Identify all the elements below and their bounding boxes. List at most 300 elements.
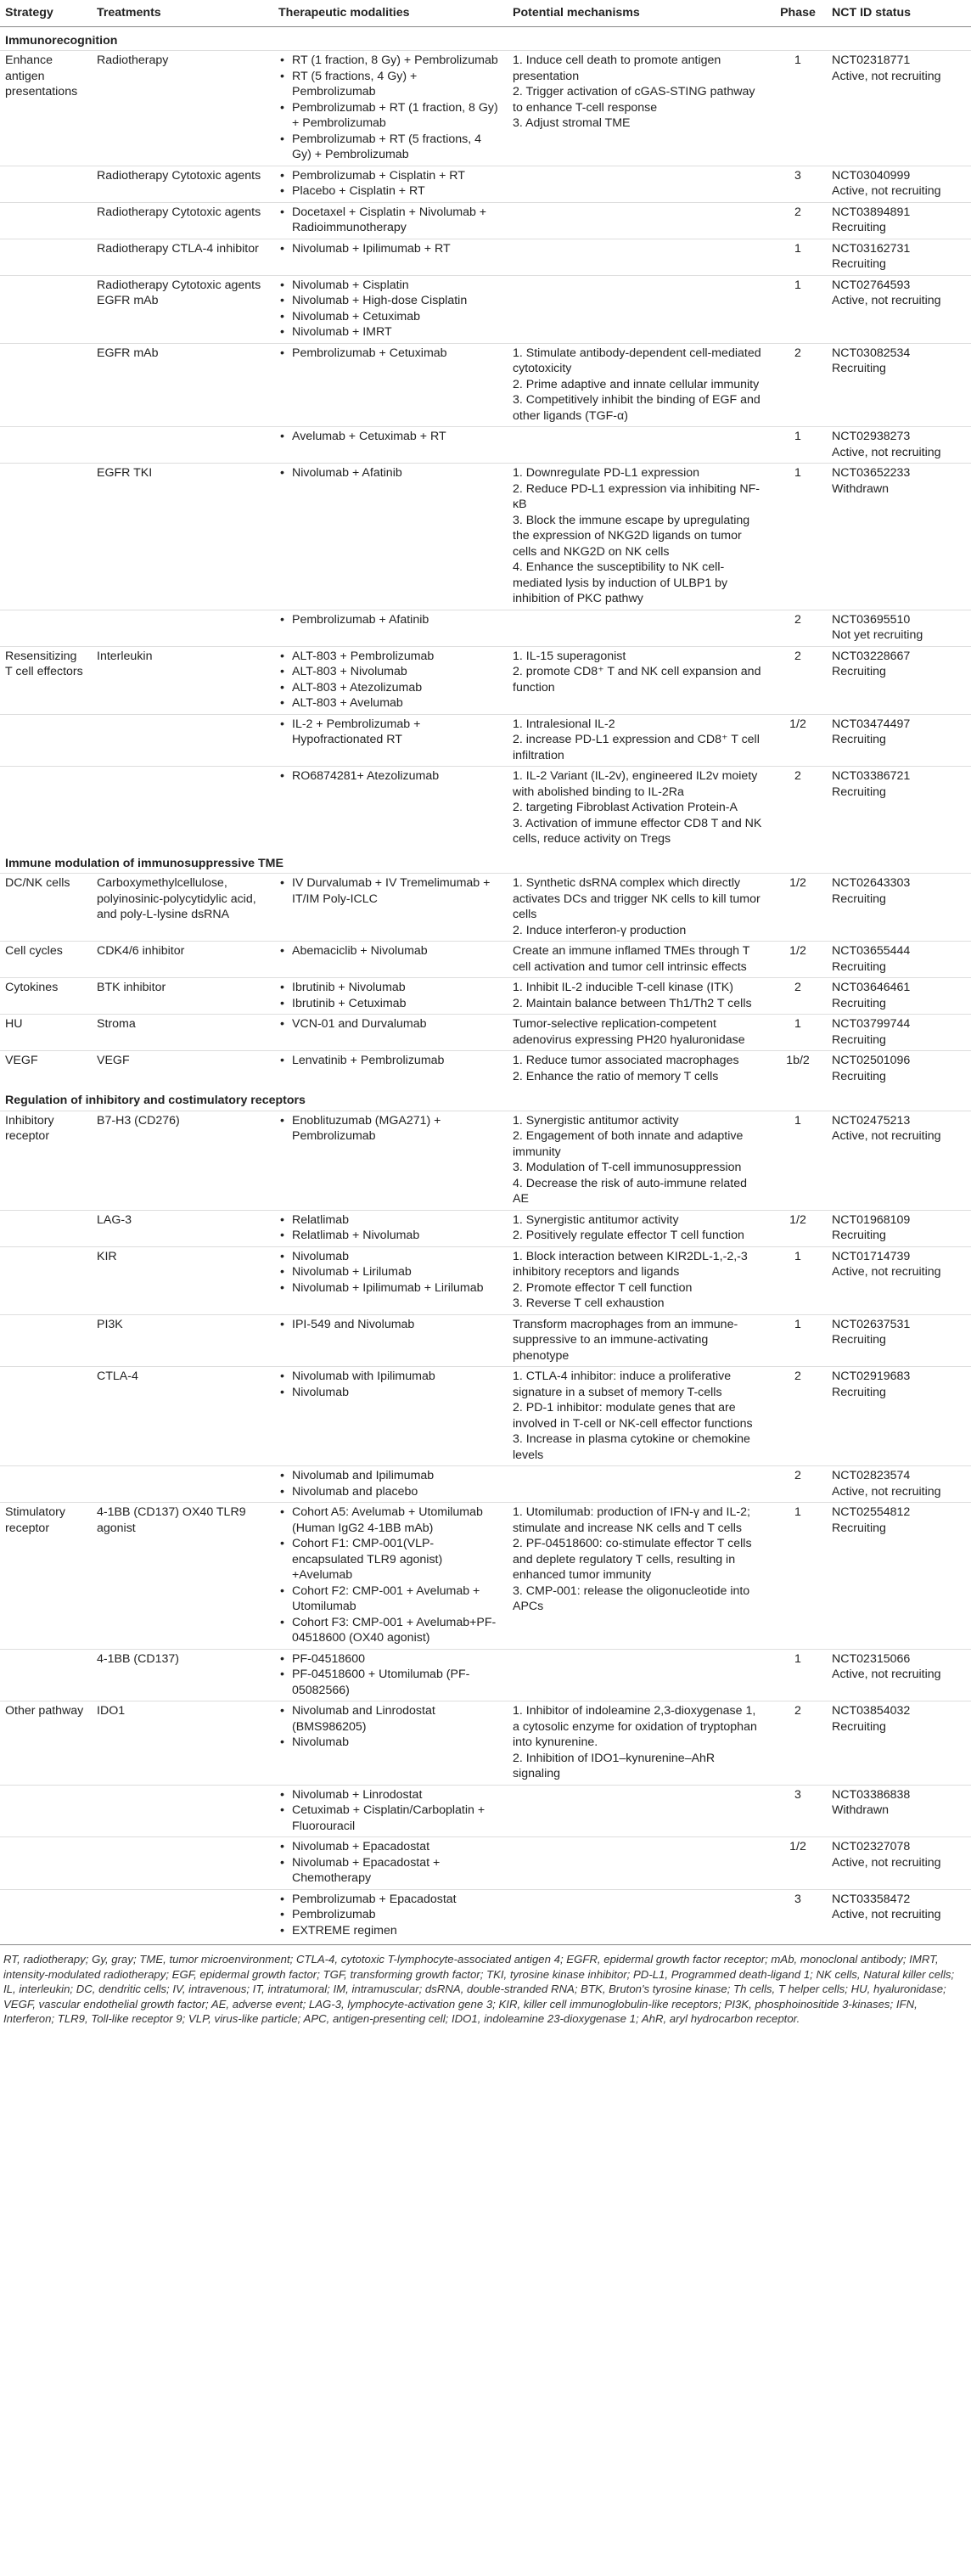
table-row [0,1785,971,1837]
strategy-cell [0,1246,92,1314]
trial-status: Recruiting [832,1333,886,1347]
modality-item: • ALT-803 + Atezolizumab [278,680,502,696]
mechanisms-cell [508,978,769,1015]
phase-cell: 3 [769,166,827,202]
modality-item: • Nivolumab + High-dose Cisplatin [278,293,502,309]
header-phase: Phase [769,2,827,26]
modality-item: • Pembrolizumab + Epacadostat [278,1892,502,1908]
strategy-cell: Other pathway [0,1701,92,1786]
trial-status: Not yet recruiting [832,628,923,642]
table-row [0,1466,971,1503]
modalities-cell [273,464,508,610]
modality-item: • ALT-803 + Pembrolizumab [278,649,502,665]
mechanism-item: 3. Activation of immune effector CD8 T and NK cells, reduce activity on Tregs [513,816,762,846]
phase-cell: 1 [769,1314,827,1367]
mechanisms-cell [508,1503,769,1650]
strategy-cell [0,1210,92,1246]
table-row [0,464,971,610]
phase-cell: 1/2 [769,942,827,978]
treatment-cell: CDK4/6 inhibitor [92,942,273,978]
phase-cell: 1 [769,1503,827,1650]
table-body [0,26,971,1941]
modality-item: • Abemaciclib + Nivolumab [278,943,502,959]
mechanism-item: 3. Competitively inhibit the binding of EGF and other ligands (TGF-α) [513,393,761,423]
treatment-cell: 4-1BB (CD137) OX40 TLR9 agonist [92,1503,273,1650]
modality-item: • Cohort F1: CMP-001(VLP-encapsulated TLR9 agonist) +Avelumab [278,1536,502,1583]
treatment-cell: Radiotherapy Cytotoxic agents [92,166,273,202]
trial-status: Active, not recruiting [832,445,941,459]
mechanism-item: 1. Synthetic dsRNA complex which directly activates DCs and trigger NK cells to kill tumor cells [513,876,761,921]
modality-item: • IPI-549 and Nivolumab [278,1317,502,1333]
modality-item: • Pembrolizumab + Cetuximab [278,346,502,362]
mechanisms-cell [508,1210,769,1246]
nct-status-cell [827,1503,971,1650]
treatment-cell [92,714,273,767]
nct-id: NCT03162731 [832,241,911,256]
modality-item: • VCN-01 and Durvalumab [278,1016,502,1032]
phase-cell: 1 [769,1111,827,1210]
modalities-cell [273,1785,508,1837]
treatment-cell: KIR [92,1246,273,1314]
mechanism-item: 1. CTLA-4 inhibitor: induce a proliferative signature in a subset of memory T-cells [513,1370,732,1399]
mechanism-item: 2. Positively regulate effector T cell function [513,1229,744,1242]
nct-status-cell [827,1246,971,1314]
treatment-cell: EGFR TKI [92,464,273,610]
mechanisms-cell [508,942,769,978]
modality-item: • Nivolumab + Lirilumab [278,1264,502,1280]
nct-status-cell [827,166,971,202]
modalities-cell [273,1367,508,1466]
trial-status: Withdrawn [832,481,890,496]
treatment-cell: Interleukin [92,646,273,714]
modality-item: • Nivolumab with Ipilimumab [278,1369,502,1385]
mechanisms-cell [508,1466,769,1503]
nct-status-cell [827,1889,971,1941]
table-row [0,767,971,850]
treatment-cell: 4-1BB (CD137) [92,1649,273,1701]
modalities-cell [273,1314,508,1367]
mechanism-item: 2. Prime adaptive and innate cellular immunity [513,377,760,391]
modality-item: • Nivolumab [278,1385,502,1401]
section-row [0,850,971,874]
treatment-cell [92,1466,273,1503]
modalities-cell [273,202,508,239]
modalities-cell [273,874,508,942]
treatment-cell: BTK inhibitor [92,978,273,1015]
modalities-list [278,1053,502,1069]
table-row [0,51,971,166]
nct-id: NCT02643303 [832,876,911,890]
table-row [0,942,971,978]
modality-item: • RT (1 fraction, 8 Gy) + Pembrolizumab [278,53,502,69]
strategy-cell [0,343,92,427]
header-modalities: Therapeutic modalities [273,2,508,26]
modality-item: • Enoblituzumab (MGA271) + Pembrolizumab [278,1113,502,1145]
modalities-cell [273,427,508,464]
nct-id: NCT02764593 [832,278,911,292]
mechanism-item: 1. Intralesional IL-2 [513,717,615,731]
mechanisms-cell [508,767,769,850]
table-header-row [0,2,971,26]
trial-status: Recruiting [832,257,886,271]
trial-status: Recruiting [832,1521,886,1535]
mechanism-item: Create an immune inflamed TMEs through T cell activation and tumor cell intrinsic effects [513,944,750,974]
modality-item: • Placebo + Cisplatin + RT [278,183,502,200]
nct-status-cell [827,767,971,850]
modality-item: • Pembrolizumab + Cisplatin + RT [278,168,502,184]
table-row [0,1015,971,1051]
trial-status: Active, not recruiting [832,1265,941,1279]
modalities-list [278,1651,502,1699]
mechanisms-cell [508,1051,769,1088]
treatment-cell: Radiotherapy Cytotoxic agents [92,202,273,239]
mechanisms-cell [508,1649,769,1701]
strategy-cell [0,1314,92,1367]
phase-cell: 2 [769,610,827,646]
modalities-list [278,53,502,163]
nct-id: NCT03474497 [832,717,911,731]
mechanism-item: 4. Decrease the risk of auto-immune related AE [513,1176,747,1206]
modalities-list [278,1113,502,1145]
table-row [0,1701,971,1786]
nct-status-cell [827,1367,971,1466]
modalities-list [278,1249,502,1296]
strategy-cell: VEGF [0,1051,92,1088]
trial-status: Recruiting [832,959,886,974]
nct-id: NCT02554812 [832,1505,911,1519]
treatment-cell: Radiotherapy Cytotoxic agents EGFR mAb [92,275,273,343]
mechanism-item: 1. Stimulate antibody-dependent cell-mediated cytotoxicity [513,346,761,375]
trial-status: Active, not recruiting [832,1129,941,1143]
mechanism-item: 2. Maintain balance between Th1/Th2 T cells [513,996,752,1010]
mechanism-item: 3. Block the immune escape by upregulating the expression of NKG2D ligands on tumor cells and NKG2D on NK cells [513,513,750,559]
mechanisms-cell [508,275,769,343]
mechanism-item: 2. increase PD-L1 expression and CD8⁺ T cell infiltration [513,733,760,762]
treatment-cell [92,767,273,850]
mechanisms-cell [508,1015,769,1051]
mechanism-item: Tumor-selective replication-competent adenovirus expressing PH20 hyaluronidase [513,1017,745,1047]
treatment-cell: Stroma [92,1015,273,1051]
modality-item: • Nivolumab + Cisplatin [278,278,502,294]
modality-item: • Nivolumab [278,1735,502,1751]
modality-item: • Pembrolizumab + Afatinib [278,612,502,628]
modality-item: • PF-04518600 + Utomilumab (PF-05082566) [278,1667,502,1698]
table-row [0,343,971,427]
strategy-cell [0,239,92,275]
trial-status: Active, not recruiting [832,1484,941,1499]
mechanism-item: 2. Promote effector T cell function [513,1280,693,1295]
table-row [0,1837,971,1890]
modalities-cell [273,646,508,714]
modality-item: • Docetaxel + Cisplatin + Nivolumab + Radioimmunotherapy [278,205,502,236]
nct-status-cell [827,714,971,767]
nct-id: NCT02327078 [832,1840,911,1853]
trial-status: Active, not recruiting [832,1855,941,1870]
mechanisms-cell [508,1889,769,1941]
table-row [0,1889,971,1941]
phase-cell: 3 [769,1785,827,1837]
modalities-cell [273,1837,508,1890]
modalities-cell [273,1015,508,1051]
nct-status-cell [827,1466,971,1503]
nct-id: NCT01714739 [832,1249,911,1263]
trial-status: Recruiting [832,1385,886,1399]
nct-status-cell [827,1111,971,1210]
treatment-cell [92,427,273,464]
trial-status: Active, not recruiting [832,69,941,83]
phase-cell: 2 [769,343,827,427]
modalities-cell [273,1466,508,1503]
modalities-cell [273,1210,508,1246]
modalities-cell [273,239,508,275]
strategy-cell [0,714,92,767]
mechanisms-cell [508,166,769,202]
treatment-cell: Radiotherapy CTLA-4 inhibitor [92,239,273,275]
nct-status-cell [827,202,971,239]
modality-item: • Pembrolizumab [278,1907,502,1923]
trial-status: Recruiting [832,665,886,678]
mechanism-item: 2. PD-1 inhibitor: modulate genes that are involved in T-cell or NK-cell effector functions [513,1401,753,1431]
mechanism-item: 1. Synergistic antitumor activity [513,1113,679,1128]
mechanisms-cell [508,1314,769,1367]
mechanism-item: 2. targeting Fibroblast Activation Protein-A [513,801,738,814]
mechanism-item: 1. IL-2 Variant (IL-2v), engineered IL2v moiety with abolished binding to IL-2Ra [513,769,758,799]
mechanisms-cell [508,610,769,646]
table-row [0,610,971,646]
strategy-cell [0,1889,92,1941]
strategy-cell [0,1649,92,1701]
trial-status: Withdrawn [832,1803,890,1817]
nct-id: NCT03386721 [832,769,911,783]
modalities-list [278,1505,502,1646]
modalities-list [278,1892,502,1939]
mechanism-item: Transform macrophages from an immune-suppressive to an immune-activating phenotype [513,1317,738,1363]
nct-status-cell [827,51,971,166]
modality-item: • ALT-803 + Avelumab [278,695,502,711]
header-nct-status: NCT ID status [827,2,971,26]
nct-id: NCT03358472 [832,1892,911,1906]
modality-item: • ALT-803 + Nivolumab [278,664,502,680]
modalities-cell [273,1246,508,1314]
phase-cell: 3 [769,1889,827,1941]
treatment-cell: B7-H3 (CD276) [92,1111,273,1210]
table-row [0,166,971,202]
modalities-list [278,1016,502,1032]
modality-item: • RT (5 fractions, 4 Gy) + Pembrolizumab [278,69,502,100]
nct-status-cell [827,1210,971,1246]
mechanisms-cell [508,1837,769,1890]
mechanisms-cell [508,427,769,464]
mechanisms-cell [508,874,769,942]
modality-item: • Nivolumab + Afatinib [278,465,502,481]
modalities-cell [273,767,508,850]
modalities-cell [273,1503,508,1650]
modality-item: • Nivolumab and Ipilimumab [278,1468,502,1484]
modalities-cell [273,610,508,646]
mechanism-item: 2. Reduce PD-L1 expression via inhibiting NF-κB [513,481,760,511]
strategy-cell [0,610,92,646]
treatment-cell [92,1837,273,1890]
mechanism-item: 1. Inhibit IL-2 inducible T-cell kinase (ITK) [513,981,733,994]
modalities-list [278,429,502,445]
modality-item: • Nivolumab + Ipilimumab + RT [278,241,502,257]
phase-cell: 1/2 [769,714,827,767]
table-row [0,1051,971,1088]
nct-id: NCT03894891 [832,205,911,219]
trial-status: Recruiting [832,1719,886,1734]
phase-cell: 2 [769,646,827,714]
mechanism-item: 1. Utomilumab: production of IFN-γ and IL-2; stimulate and increase NK cells and T cells [513,1505,750,1535]
modalities-list [278,465,502,481]
modalities-list [278,768,502,785]
trial-status: Recruiting [832,1229,886,1242]
table-row [0,275,971,343]
table-row [0,714,971,767]
modalities-cell [273,275,508,343]
modalities-list [278,1212,502,1244]
mechanism-item: 2. Induce interferon-γ production [513,923,687,937]
phase-cell: 1 [769,427,827,464]
modalities-cell [273,1889,508,1941]
strategy-cell: Stimulatory receptor [0,1503,92,1650]
strategy-cell [0,1837,92,1890]
trial-status: Recruiting [832,1069,886,1083]
modality-item: • Relatlimab [278,1212,502,1229]
nct-status-cell [827,1015,971,1051]
clinical-trials-table [0,2,971,1941]
strategy-cell: Inhibitory receptor [0,1111,92,1210]
nct-status-cell [827,874,971,942]
table-row [0,202,971,239]
nct-id: NCT03646461 [832,981,911,994]
nct-id: NCT01968109 [832,1212,911,1227]
modality-item: • Avelumab + Cetuximab + RT [278,429,502,445]
mechanism-item: 1. IL-15 superagonist [513,649,626,663]
mechanism-item: 2. Trigger activation of cGAS-STING pathway to enhance T-cell response [513,85,755,115]
strategy-cell [0,767,92,850]
modalities-cell [273,978,508,1015]
header-strategy: Strategy [0,2,92,26]
mechanisms-cell [508,1785,769,1837]
trial-status: Active, not recruiting [832,1668,941,1681]
modalities-list [278,1317,502,1333]
nct-id: NCT02501096 [832,1054,911,1067]
modality-item: • Nivolumab and Linrodostat (BMS986205) [278,1703,502,1735]
treatment-cell: Carboxymethylcellulose, polyinosinic-polycytidylic acid, and poly-L-lysine dsRNA [92,874,273,942]
table-row [0,1367,971,1466]
treatment-cell: PI3K [92,1314,273,1367]
modality-item: • Nivolumab + Cetuximab [278,309,502,325]
trial-status: Recruiting [832,785,886,799]
section-title: Regulation of inhibitory and costimulatory receptors [5,1094,306,1107]
mechanism-item: 3. Reverse T cell exhaustion [513,1296,665,1310]
nct-id: NCT03040999 [832,168,911,183]
header-mechanisms: Potential mechanisms [508,2,769,26]
modalities-list [278,980,502,1011]
table-row [0,874,971,942]
trial-status: Recruiting [832,733,886,746]
phase-cell: 2 [769,202,827,239]
modalities-list [278,1787,502,1835]
treatment-cell: IDO1 [92,1701,273,1786]
modality-item: • IL-2 + Pembrolizumab + Hypofractionated RT [278,717,502,748]
treatment-cell [92,1785,273,1837]
modalities-list [278,1839,502,1887]
mechanisms-cell [508,343,769,427]
nct-status-cell [827,1051,971,1088]
mechanisms-cell [508,1246,769,1314]
table-row [0,427,971,464]
phase-cell: 2 [769,978,827,1015]
treatment-cell: EGFR mAb [92,343,273,427]
mechanism-item: 3. CMP-001: release the oligonucleotide into APCs [513,1583,750,1613]
nct-status-cell [827,464,971,610]
modality-item: • Ibrutinib + Cetuximab [278,996,502,1012]
mechanisms-cell [508,464,769,610]
mechanism-item: 3. Modulation of T-cell immunosuppression [513,1161,742,1174]
trial-status: Recruiting [832,362,886,375]
strategy-cell [0,1367,92,1466]
section-title: Immune modulation of immunosuppressive TME [5,856,283,870]
mechanism-item: 2. Enhance the ratio of memory T cells [513,1069,719,1083]
mechanism-item: 1. Block interaction between KIR2DL-1,-2,-3 inhibitory receptors and ligands [513,1249,748,1279]
modality-item: • Ibrutinib + Nivolumab [278,980,502,996]
treatment-cell: LAG-3 [92,1210,273,1246]
modality-item: • EXTREME regimen [278,1923,502,1939]
table-row [0,1314,971,1367]
nct-id: NCT02475213 [832,1113,911,1128]
nct-id: NCT02637531 [832,1317,911,1331]
nct-id: NCT02315066 [832,1651,911,1666]
strategy-cell [0,202,92,239]
nct-id: NCT02823574 [832,1469,911,1482]
nct-id: NCT03652233 [832,466,911,480]
trial-status: Recruiting [832,891,886,906]
phase-cell: 1 [769,1015,827,1051]
modality-item: • Nivolumab + IMRT [278,324,502,340]
table-row [0,1210,971,1246]
phase-cell: 1 [769,239,827,275]
modality-item: • Cetuximab + Cisplatin/Carboplatin + Fluorouracil [278,1803,502,1834]
mechanisms-cell [508,51,769,166]
modalities-cell [273,942,508,978]
modalities-list [278,241,502,257]
modality-item: • Cohort F3: CMP-001 + Avelumab+PF-04518600 (OX40 agonist) [278,1615,502,1646]
phase-cell: 2 [769,1367,827,1466]
strategy-cell [0,427,92,464]
modalities-cell [273,1701,508,1786]
table-row [0,1246,971,1314]
mechanism-item: 1. Inhibitor of indoleamine 2,3-dioxygenase 1, a cytosolic enzyme for oxidation of tryptophan into kynurenine. [513,1704,757,1749]
modalities-cell [273,1111,508,1210]
modalities-list [278,943,502,959]
modalities-list [278,717,502,748]
modality-item: • Cohort F2: CMP-001 + Avelumab + Utomilumab [278,1583,502,1615]
strategy-cell: DC/NK cells [0,874,92,942]
section-row [0,1087,971,1111]
mechanism-item: 2. promote CD8⁺ T and NK cell expansion and function [513,665,761,695]
header-treatments: Treatments [92,2,273,26]
modality-item: • Nivolumab and placebo [278,1484,502,1500]
modalities-list [278,1468,502,1499]
phase-cell: 1b/2 [769,1051,827,1088]
nct-id: NCT03655444 [832,944,911,958]
phase-cell: 1 [769,464,827,610]
trial-status: Active, not recruiting [832,1908,941,1921]
nct-status-cell [827,1785,971,1837]
phase-cell: 1 [769,1649,827,1701]
table-row [0,1111,971,1210]
